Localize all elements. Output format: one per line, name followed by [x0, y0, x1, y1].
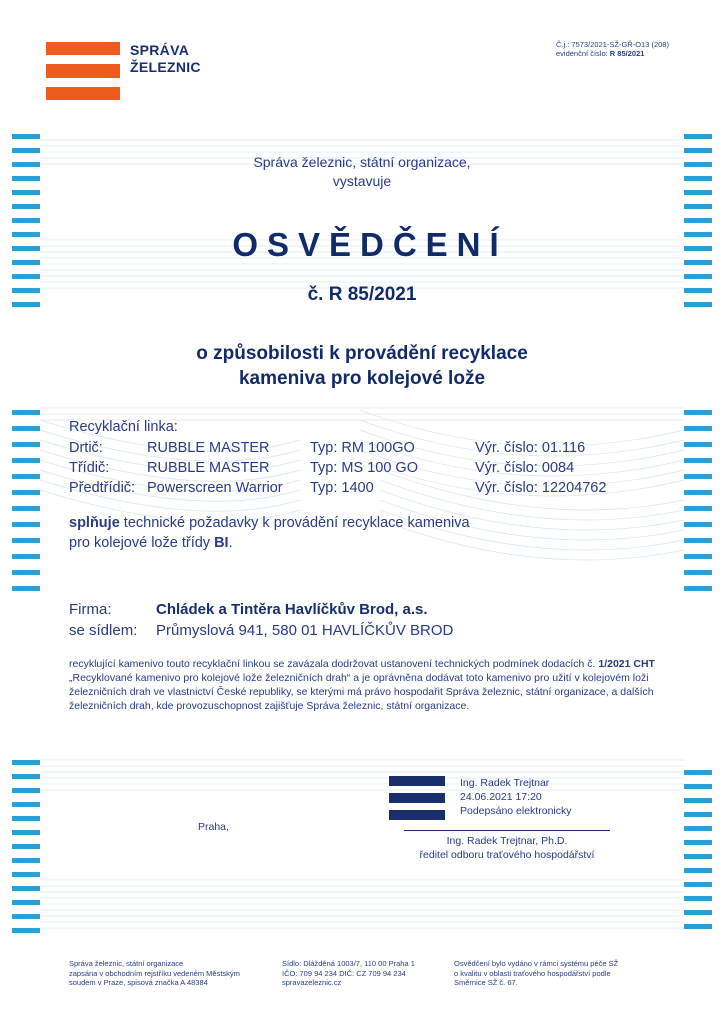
machine-row	[69, 460, 669, 478]
signer: Ing. Radek Trejtnar	[460, 777, 550, 789]
machine-maker: Powerscreen Warrior	[147, 480, 283, 496]
certificate-title: OSVĚDČENÍ	[232, 226, 508, 263]
obligation-paragraph: recyklující kamenivo touto recyklační linkou se zavázala dodržovat ustanovení technických podmínek dodacích č. 1/2021 CHT „Recyklované kamenivo pro kolejové lože železničních drah“ a je oprávněna dodávat toto kamenivo pro užití v kolejovém loži železničních drah ve vlastnictví České republiky, se kterými má právo hospodařit Správa železnic, státní organizace, a dalších železničních drah, kde provozuschopnost zajišťuje Správa železnic, státní organizace.	[69, 658, 655, 712]
machine-model: Typ: RM 100GO	[310, 440, 415, 456]
issuer	[0, 153, 724, 191]
electronic-signature	[460, 776, 572, 818]
machine-serial: Výr. číslo: 0084	[475, 460, 575, 476]
signatory-role: ředitel odboru traťového hospodářství	[419, 849, 595, 861]
machine-maker: RUBBLE MASTER	[147, 460, 270, 476]
compliance-statement: splňuje technické požadavky k provádění recyklace kameniva pro kolejové lože třídy BI.	[69, 515, 470, 551]
reference-number	[556, 40, 669, 58]
logo-text	[130, 42, 201, 76]
subject-line2: kameniva pro kolejové lože	[238, 368, 486, 389]
website-link[interactable]: spravazeleznic.cz	[282, 978, 342, 987]
footer-quality-note: Osvědčení bylo vydáno v rámci systému péče SŽ o kvalitu v oblasti traťového hospodářství podle Směrnice SŽ č. 67.	[454, 959, 619, 987]
sz-signature-logo-icon	[389, 776, 445, 820]
machine-serial: Výr. číslo: 12204762	[475, 480, 607, 496]
footer-address: Sídlo: Dlážděná 1003/7, 110 00 Praha 1 IČO: 709 94 234 DIČ: CZ 709 94 234 spravazeleznic.cz	[282, 959, 415, 987]
machine-model: Typ: 1400	[310, 480, 374, 496]
machine-row	[69, 480, 669, 498]
subject-line1: o způsobilosti k provádění recyklace	[196, 343, 528, 364]
machine-type: Drtič:	[69, 440, 103, 456]
issuer-line2: vystavuje	[332, 173, 392, 189]
machine-maker: RUBBLE MASTER	[147, 440, 270, 456]
signature-line	[404, 830, 610, 831]
machine-serial: Výr. číslo: 01.116	[475, 440, 586, 456]
certificate-subject	[0, 341, 724, 391]
machine-model: Typ: MS 100 GO	[310, 460, 418, 476]
signatory-name: Ing. Radek Trejtnar, Ph.D.	[446, 835, 568, 847]
firm-address: Průmyslová 941, 580 01 HAVLÍČKŮV BROD	[156, 622, 454, 639]
firm-name: Chládek a Tintěra Havlíčkův Brod, a.s.	[156, 601, 428, 618]
certificate-number: č. R 85/2021	[307, 284, 417, 305]
place: Praha,	[198, 821, 229, 833]
machine-type: Třídič:	[69, 460, 110, 476]
issuer-line1: Správa železnic, státní organizace,	[253, 154, 471, 170]
signatory	[404, 834, 610, 862]
ref-line2: evidenční číslo: R 85/2021	[556, 49, 645, 58]
ref-line1: Č.j.: 7573/2021-SŽ-GŘ-O13 (208)	[556, 40, 669, 49]
recycling-line-label: Recyklační linka:	[69, 419, 178, 435]
logo-line2: ŽELEZNIC	[130, 59, 201, 75]
machine-row	[69, 440, 669, 458]
seat-label: se sídlem:	[69, 622, 138, 639]
machine-type: Předtřídič:	[69, 480, 136, 496]
logo-line1: SPRÁVA	[130, 42, 190, 58]
signature-note: Podepsáno elektronicky	[460, 805, 572, 817]
firm-label: Firma:	[69, 601, 112, 618]
signature-datetime: 24.06.2021 17:20	[460, 791, 542, 803]
sz-logo-icon	[46, 42, 120, 100]
footer-company: Správa železnic, státní organizace zapsána v obchodním rejstříku vedeném Městským soudem v Praze, spisová značka A 48384	[69, 959, 240, 987]
